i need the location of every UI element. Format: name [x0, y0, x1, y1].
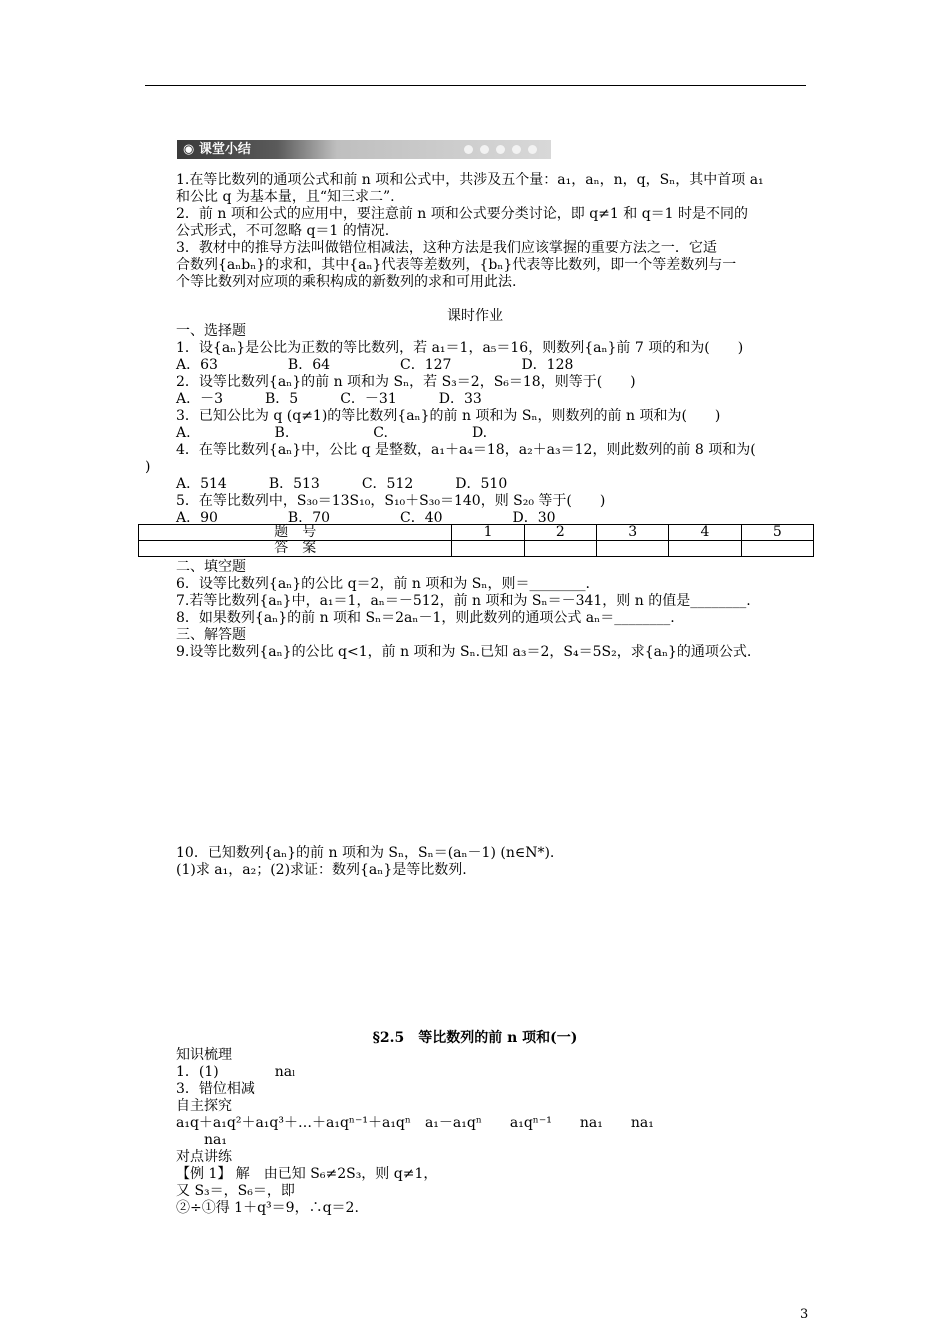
answer-cell[interactable]: [741, 541, 813, 557]
table-cell: 5: [741, 525, 813, 541]
choice-line: ): [145, 459, 151, 475]
banner-dot: [496, 145, 505, 154]
answers-line: ②÷①得 1＋q³＝9，∴q＝2.: [176, 1200, 359, 1216]
fill-line: 三、解答题: [176, 627, 246, 643]
summary-banner-label: ◉ 课堂小结: [183, 142, 251, 157]
q10-line: (1)求 a₁，a₂；(2)求证：数列{aₙ}是等比数列.: [176, 862, 467, 878]
choice-line: 一、选择题: [176, 323, 246, 339]
question-10: [176, 845, 810, 879]
answer-cell[interactable]: [669, 541, 741, 557]
answers-line: 自主探究: [176, 1098, 232, 1114]
answer-cell[interactable]: [452, 541, 524, 557]
answers-line: 3．错位相减: [176, 1081, 255, 1097]
answers-section: [176, 1047, 810, 1217]
answers-line: 1．(1) naₗ: [176, 1064, 296, 1080]
q10-line: 10．已知数列{aₙ}的前 n 项和为 Sₙ，Sₙ＝(aₙ－1) (n∈N*).: [176, 845, 555, 861]
answers-line: 又 S₃＝，S₆＝，即: [176, 1183, 295, 1199]
fill-section: [176, 559, 810, 661]
summary-line: 公式形式，不可忽略 q＝1 的情况.: [176, 223, 390, 239]
summary-line: 个等比数列对应项的乘积构成的新数列的求和可用此法.: [176, 274, 517, 290]
table-cell: 3: [597, 525, 669, 541]
summary-banner: [177, 140, 551, 159]
summary-line: 合数列{aₙbₙ}的求和，其中{aₙ}代表等差数列，{bₙ}代表等比数列，即一个等差数列与一: [176, 257, 737, 273]
choice-line: 5．在等比数列中，S₃₀＝13S₁₀，S₁₀＋S₃₀＝140，则 S₂₀ 等于( ): [176, 493, 606, 509]
choice-line: 3．已知公比为 q (q≠1)的等比数列{aₙ}的前 n 项和为 Sₙ，则数列的前 n 项和为( ): [176, 408, 721, 424]
summary-line: 2．前 n 项和公式的应用中，要注意前 n 项和公式要分类讨论，即 q≠1 和 q＝1 时是不同的: [176, 206, 749, 222]
banner-dot: [528, 145, 537, 154]
table-row: [139, 541, 814, 557]
answer-cell[interactable]: [597, 541, 669, 557]
table-cell: 2: [524, 525, 596, 541]
choice-line: A. B. C. D.: [176, 425, 488, 441]
answers-line: 知识梳理: [176, 1047, 232, 1063]
table-cell: 1: [452, 525, 524, 541]
choice-line: 4．在等比数列{aₙ}中，公比 q 是整数，a₁＋a₄＝18，a₂＋a₃＝12，则此数列的前 8 项和为(: [176, 442, 756, 458]
answers-line: 【例 1】 解 由已知 S₆≠2S₃，则 q≠1，: [176, 1166, 438, 1182]
choice-line: A．514 B．513 C．512 D．510: [176, 476, 508, 492]
fill-line: 6．设等比数列{aₙ}的公比 q＝2，前 n 项和为 Sₙ，则＝________.: [176, 576, 590, 592]
fill-line: 9.设等比数列{aₙ}的公比 q<1，前 n 项和为 Sₙ.已知 a₃＝2，S₄＝5S₂，求{aₙ}的通项公式.: [176, 644, 752, 660]
page-number: 3: [800, 1307, 809, 1322]
banner-dots: [464, 145, 537, 154]
banner-dot: [464, 145, 473, 154]
answers-line: 对点讲练: [176, 1149, 232, 1165]
choice-line: A．90 B．70 C．40 D．30: [176, 510, 556, 526]
choice-line: 2．设等比数列{aₙ}的前 n 项和为 Sₙ，若 S₃＝2，S₆＝18，则等于( ): [176, 374, 636, 390]
answer-cell[interactable]: [524, 541, 596, 557]
table-cell: 题 号: [139, 525, 452, 541]
fill-line: 8．如果数列{aₙ}的前 n 项和 Sₙ＝2aₙ－1，则此数列的通项公式 aₙ＝________.: [176, 610, 675, 626]
choice-section: [145, 323, 810, 527]
banner-dot: [480, 145, 489, 154]
choice-line: A．－3 B．5 C．－31 D．33: [176, 391, 482, 407]
summary-line: 3．教材中的推导方法叫做错位相减法，这种方法是我们应该掌握的重要方法之一．它适: [176, 240, 717, 256]
homework-title: 课时作业: [447, 308, 503, 324]
choice-line: 1．设{aₙ}是公比为正数的等比数列，若 a₁＝1，a₅＝16，则数列{aₙ}前 7 项的和为( ): [176, 340, 744, 356]
banner-dot: [512, 145, 521, 154]
answers-line: a₁q＋a₁q²＋a₁q³＋…＋a₁qⁿ⁻¹＋a₁qⁿ a₁－a₁qⁿ a₁qⁿ⁻¹ na₁ na₁: [176, 1115, 654, 1131]
section-title: §2.5 等比数列的前 n 项和(一): [372, 1030, 578, 1046]
table-row: [139, 525, 814, 541]
summary-text: [176, 172, 810, 291]
header-rule: [145, 85, 806, 86]
table-cell: 4: [669, 525, 741, 541]
fill-line: 7.若等比数列{aₙ}中，a₁＝1，aₙ＝－512，前 n 项和为 Sₙ＝－341，则 n 的值是________.: [176, 593, 751, 609]
summary-line: 和公比 q 为基本量，且“知三求二”.: [176, 189, 395, 205]
choice-line: A．63 B．64 C．127 D．128: [176, 357, 574, 373]
summary-line: 1.在等比数列的通项公式和前 n 项和公式中，共涉及五个量：a₁，aₙ，n，q，Sₙ，其中首项 a₁: [176, 172, 764, 188]
answer-table: [138, 524, 814, 557]
fill-line: 二、填空题: [176, 559, 246, 575]
table-cell: 答 案: [139, 541, 452, 557]
answers-line: na₁: [176, 1132, 227, 1148]
